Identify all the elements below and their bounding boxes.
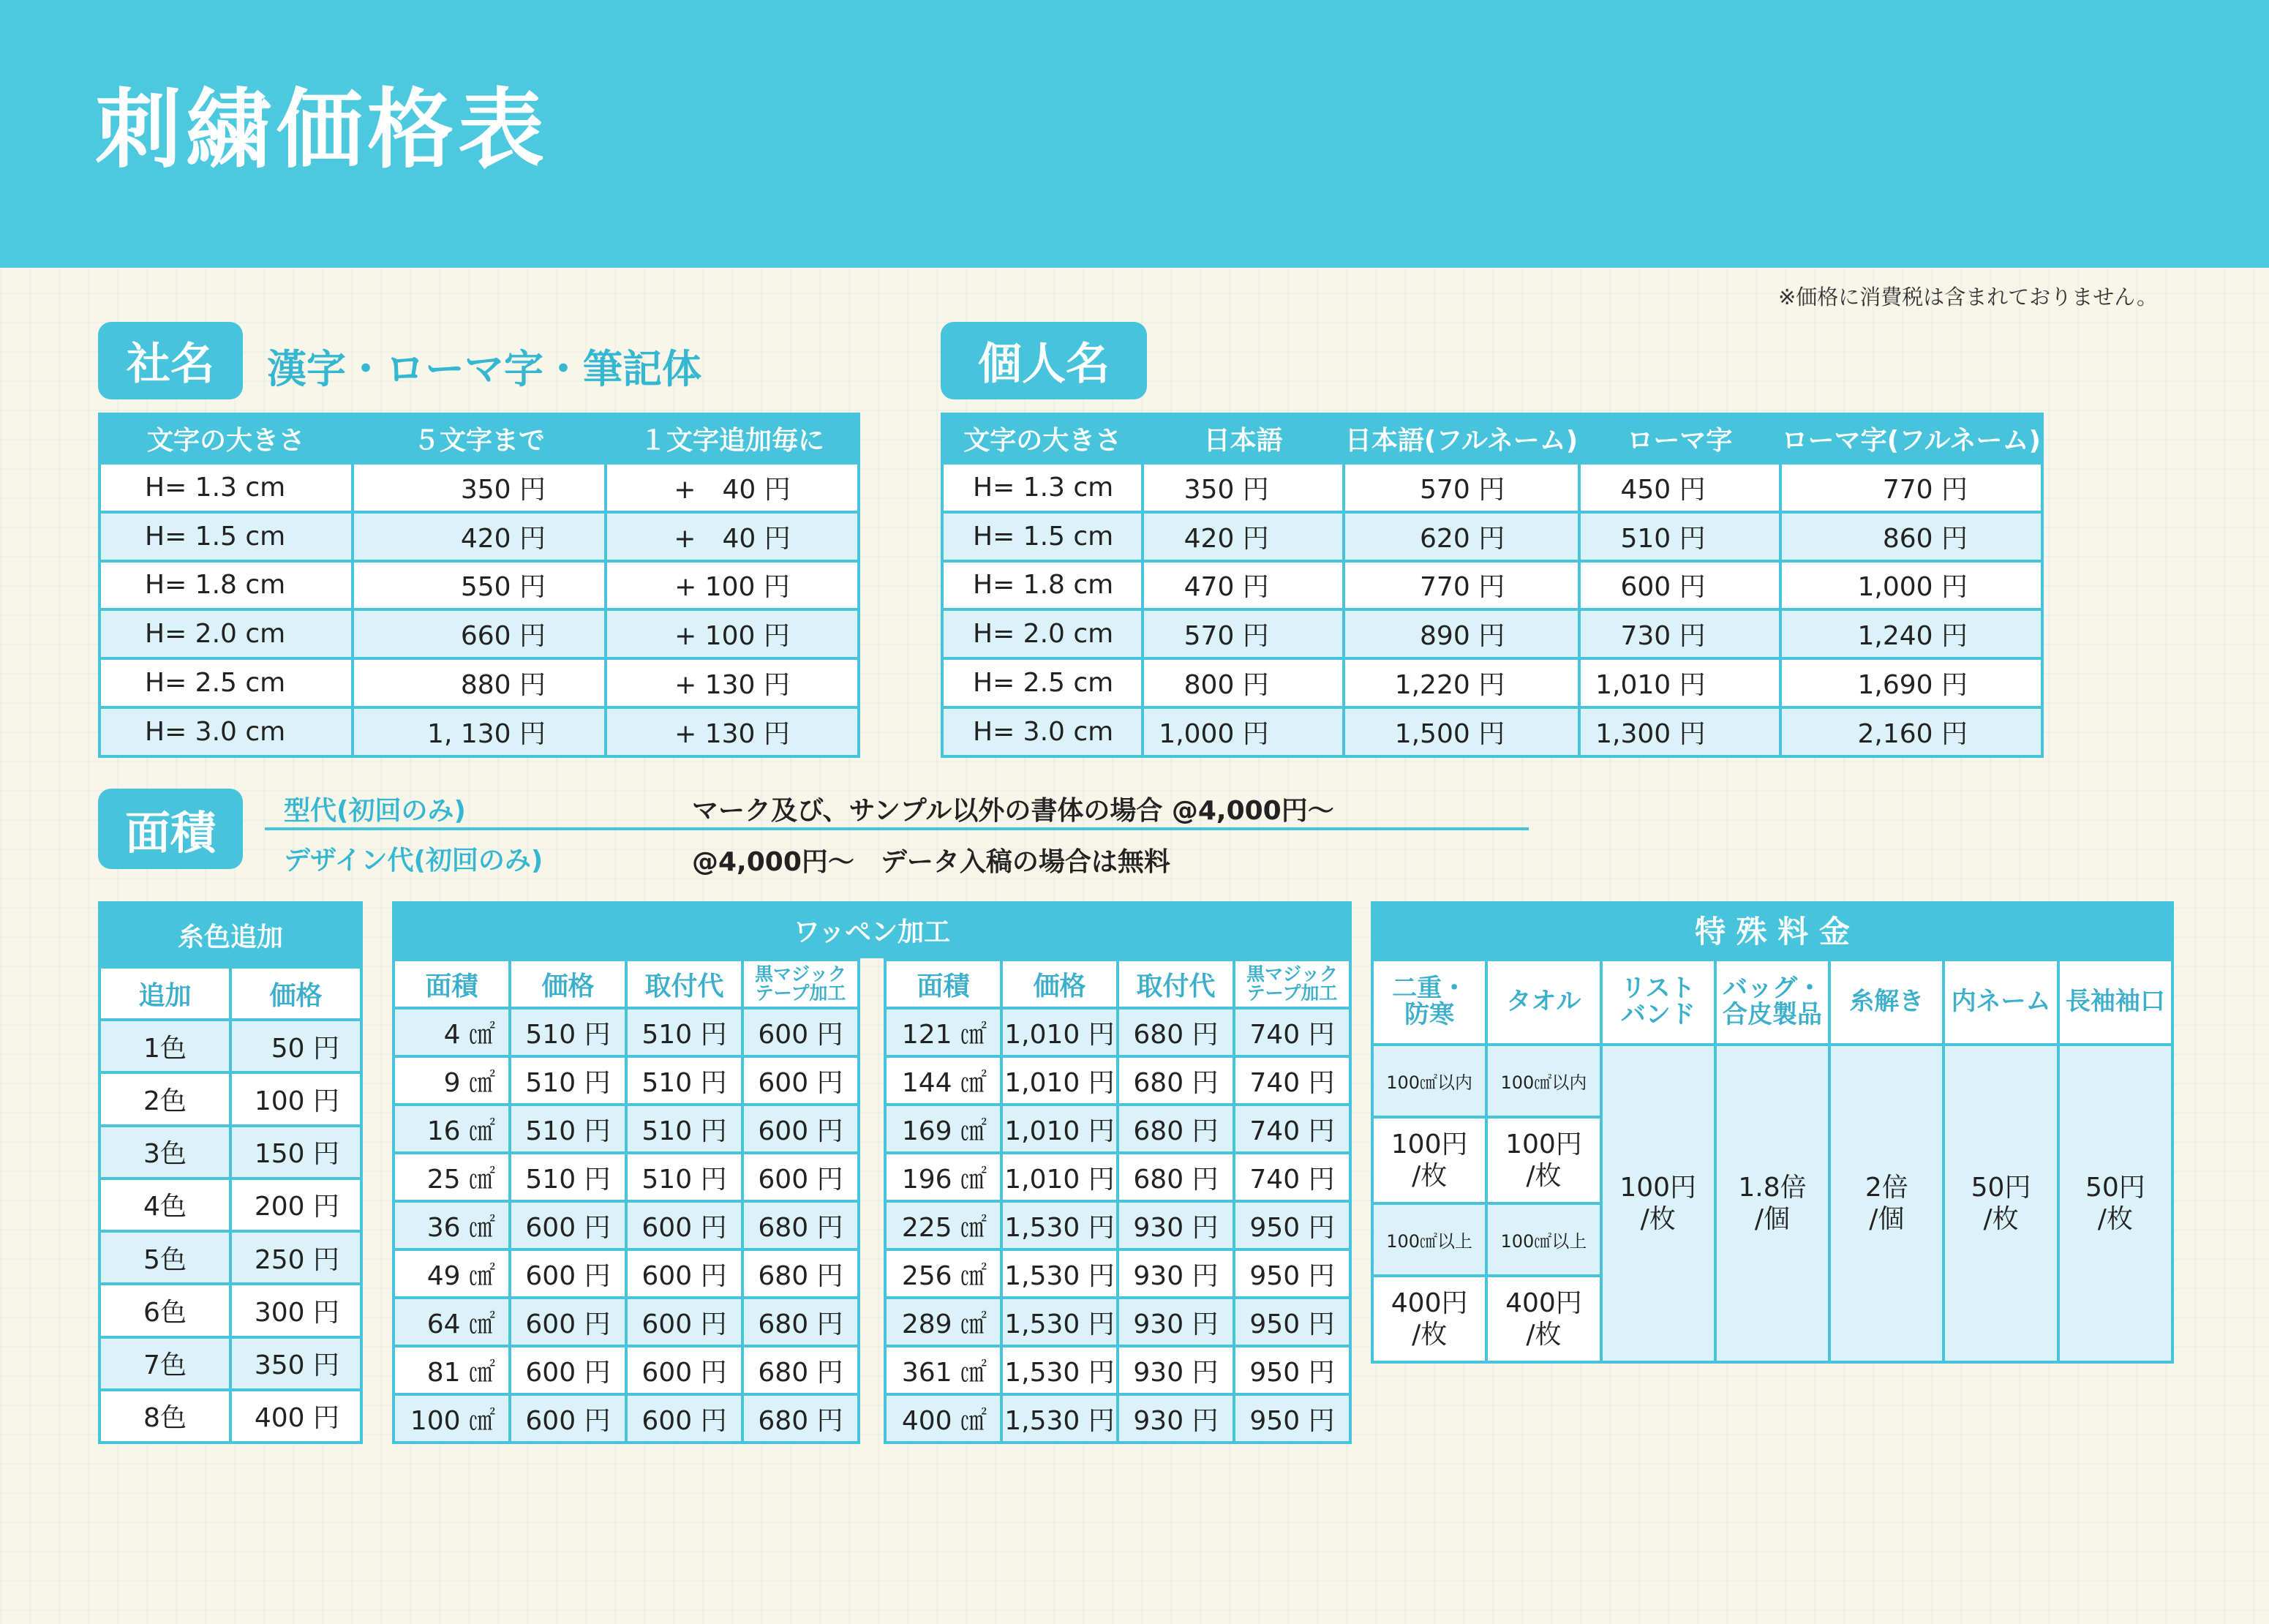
design-fee-text: @4,000円〜 データ入稿の場合は無料 <box>692 847 1170 877</box>
extra-price-cell: + 40 円 <box>607 465 857 511</box>
price-cell: 600 円 <box>744 1106 857 1151</box>
price-cell: 600 円 <box>744 1010 857 1055</box>
price-cell: 510 円 <box>628 1154 741 1200</box>
special-fee-title: 特 殊 料 金 <box>1371 901 2174 958</box>
price-cell: 510 円 <box>628 1010 741 1055</box>
price-cell: 1,530 円 <box>1003 1251 1116 1296</box>
price-cell: 1,300 円 <box>1581 709 1778 755</box>
color-count-cell: 2色 <box>101 1074 229 1124</box>
price-cell: 1,500 円 <box>1345 709 1578 755</box>
column-header: 追加 <box>101 969 229 1018</box>
price-cell: 300 円 <box>232 1285 360 1335</box>
price-cell: 1,000 円 <box>1782 563 2041 609</box>
price-cell: 1,240 円 <box>1782 611 2041 657</box>
area-cell: 36 ㎠ <box>395 1203 508 1248</box>
area-cell: 121 ㎠ <box>887 1010 1000 1055</box>
price-cell: 510 円 <box>511 1058 625 1103</box>
column-header: 長袖袖口 <box>2060 961 2171 1043</box>
price-cell: 770 円 <box>1782 465 2041 511</box>
column-header: 文字の大きさ <box>944 416 1141 462</box>
column-header: 面積 <box>395 961 508 1007</box>
company-name-subtitle: 漢字・ローマ字・筆記体 <box>267 346 701 392</box>
area-cell: 4 ㎠ <box>395 1010 508 1055</box>
price-cell: 550 円 <box>354 563 604 609</box>
special-price-cell: 100円 /枚 <box>1488 1119 1599 1202</box>
thread-color-table <box>98 966 363 1444</box>
area-cell: 25 ㎠ <box>395 1154 508 1200</box>
mold-fee-label: 型代(初回のみ) <box>284 796 466 826</box>
special-price-cell: 400円 /枚 <box>1488 1277 1599 1361</box>
price-cell: 1,010 円 <box>1581 660 1778 706</box>
special-price-cell: 50円 /枚 <box>1945 1046 2056 1361</box>
column-header: タオル <box>1488 961 1599 1043</box>
column-header: ローマ字(フルネーム) <box>1782 416 2041 462</box>
price-cell: 470 円 <box>1144 563 1342 609</box>
special-fee-table <box>1371 958 2174 1364</box>
price-cell: 680 円 <box>1119 1010 1233 1055</box>
column-header: 価格 <box>1003 961 1116 1007</box>
price-cell: 930 円 <box>1119 1299 1233 1345</box>
price-cell: 880 円 <box>354 660 604 706</box>
price-cell: 600 円 <box>628 1396 741 1441</box>
patch-table-right <box>884 958 1352 1444</box>
price-cell: 420 円 <box>1144 514 1342 560</box>
price-cell: 860 円 <box>1782 514 2041 560</box>
price-cell: 1,530 円 <box>1003 1299 1116 1345</box>
price-cell: 510 円 <box>628 1058 741 1103</box>
column-header: 日本語 <box>1144 416 1342 462</box>
color-count-cell: 6色 <box>101 1285 229 1335</box>
area-cell: 169 ㎠ <box>887 1106 1000 1151</box>
area-cell: 256 ㎠ <box>887 1251 1000 1296</box>
price-cell: 930 円 <box>1119 1251 1233 1296</box>
price-cell: 680 円 <box>744 1299 857 1345</box>
price-cell: 350 円 <box>1144 465 1342 511</box>
price-cell: 600 円 <box>744 1154 857 1200</box>
color-count-cell: 5色 <box>101 1233 229 1282</box>
patch-title: ワッペン加工 <box>392 901 1352 958</box>
column-header: ローマ字 <box>1581 416 1778 462</box>
column-header: 価格 <box>511 961 625 1007</box>
price-cell: 680 円 <box>744 1251 857 1296</box>
area-cell: 9 ㎠ <box>395 1058 508 1103</box>
mold-fee-text: マーク及び、サンプル以外の書体の場合 @4,000円〜 <box>692 796 1334 826</box>
price-cell: 600 円 <box>511 1251 625 1296</box>
area-cell: 49 ㎠ <box>395 1251 508 1296</box>
area-cell: 289 ㎠ <box>887 1299 1000 1345</box>
column-header: 内ネーム <box>1945 961 2056 1043</box>
size-cell: H= 3.0 cm <box>101 709 351 755</box>
area-badge: 面積 <box>98 789 243 869</box>
price-cell: 660 円 <box>354 611 604 657</box>
area-cell: 81 ㎠ <box>395 1347 508 1393</box>
price-cell: 510 円 <box>511 1010 625 1055</box>
price-cell: 930 円 <box>1119 1347 1233 1393</box>
price-cell: 1,530 円 <box>1003 1203 1116 1248</box>
extra-price-cell: + 100 円 <box>607 563 857 609</box>
column-header: 黒マジック テープ加工 <box>744 961 857 1007</box>
thread-color-title: 糸色追加 <box>98 901 363 969</box>
column-header: バッグ・ 合皮製品 <box>1717 961 1828 1043</box>
price-cell: 680 円 <box>1119 1106 1233 1151</box>
price-cell: 600 円 <box>511 1396 625 1441</box>
price-cell: 100 円 <box>232 1074 360 1124</box>
size-cell: H= 1.5 cm <box>944 514 1141 560</box>
size-condition-cell: 100㎠以上 <box>1488 1205 1599 1274</box>
price-cell: 600 円 <box>628 1299 741 1345</box>
column-header: 取付代 <box>1119 961 1233 1007</box>
price-cell: 740 円 <box>1235 1106 1349 1151</box>
size-condition-cell: 100㎠以上 <box>1374 1205 1485 1274</box>
price-cell: 620 円 <box>1345 514 1578 560</box>
price-cell: 600 円 <box>511 1299 625 1345</box>
color-count-cell: 7色 <box>101 1339 229 1388</box>
personal-name-price-table <box>941 413 2044 758</box>
column-header: 日本語(フルネーム) <box>1345 416 1578 462</box>
price-cell: 950 円 <box>1235 1251 1349 1296</box>
patch-table-left <box>392 958 860 1444</box>
size-cell: H= 1.8 cm <box>101 563 351 609</box>
price-cell: 450 円 <box>1581 465 1778 511</box>
price-cell: 1,530 円 <box>1003 1347 1116 1393</box>
column-header: ５文字まで <box>354 416 604 462</box>
column-header: 二重・ 防寒 <box>1374 961 1485 1043</box>
price-cell: 800 円 <box>1144 660 1342 706</box>
price-cell: 950 円 <box>1235 1396 1349 1441</box>
special-price-cell: 2倍 /個 <box>1831 1046 1942 1361</box>
price-cell: 600 円 <box>511 1347 625 1393</box>
column-header: 文字の大きさ <box>101 416 351 462</box>
area-cell: 144 ㎠ <box>887 1058 1000 1103</box>
area-cell: 196 ㎠ <box>887 1154 1000 1200</box>
price-cell: 350 円 <box>232 1339 360 1388</box>
size-condition-cell: 100㎠以内 <box>1374 1046 1485 1116</box>
price-cell: 740 円 <box>1235 1010 1349 1055</box>
price-cell: 1,010 円 <box>1003 1010 1116 1055</box>
page-title: 刺繍価格表 <box>95 79 549 180</box>
price-cell: 740 円 <box>1235 1058 1349 1103</box>
price-cell: 680 円 <box>744 1347 857 1393</box>
price-cell: 1,530 円 <box>1003 1396 1116 1441</box>
special-price-cell: 100円 /枚 <box>1374 1119 1485 1202</box>
price-cell: 890 円 <box>1345 611 1578 657</box>
size-cell: H= 2.0 cm <box>101 611 351 657</box>
price-cell: 1,220 円 <box>1345 660 1578 706</box>
price-cell: 600 円 <box>1581 563 1778 609</box>
size-cell: H= 1.8 cm <box>944 563 1141 609</box>
size-cell: H= 1.3 cm <box>101 465 351 511</box>
price-cell: 50 円 <box>232 1021 360 1071</box>
price-cell: 150 円 <box>232 1127 360 1177</box>
price-cell: 950 円 <box>1235 1347 1349 1393</box>
color-count-cell: 1色 <box>101 1021 229 1071</box>
price-cell: 740 円 <box>1235 1154 1349 1200</box>
area-cell: 361 ㎠ <box>887 1347 1000 1393</box>
price-cell: 510 円 <box>1581 514 1778 560</box>
size-cell: H= 3.0 cm <box>944 709 1141 755</box>
price-cell: 770 円 <box>1345 563 1578 609</box>
extra-price-cell: + 40 円 <box>607 514 857 560</box>
price-cell: 570 円 <box>1144 611 1342 657</box>
tax-note: ※価格に消費税は含まれておりません。 <box>1777 285 2158 309</box>
column-header: 黒マジック テープ加工 <box>1235 961 1349 1007</box>
price-cell: 600 円 <box>744 1058 857 1103</box>
price-cell: 730 円 <box>1581 611 1778 657</box>
area-cell: 64 ㎠ <box>395 1299 508 1345</box>
price-cell: 510 円 <box>511 1106 625 1151</box>
price-cell: 1,010 円 <box>1003 1154 1116 1200</box>
size-cell: H= 2.5 cm <box>101 660 351 706</box>
special-price-cell: 50円 /枚 <box>2060 1046 2171 1361</box>
column-header: 糸解き <box>1831 961 1942 1043</box>
size-cell: H= 2.0 cm <box>944 611 1141 657</box>
price-cell: 200 円 <box>232 1180 360 1230</box>
company-name-badge: 社名 <box>98 322 243 399</box>
price-cell: 600 円 <box>628 1251 741 1296</box>
personal-name-badge: 個人名 <box>941 322 1147 399</box>
price-cell: 400 円 <box>232 1391 360 1441</box>
extra-price-cell: + 100 円 <box>607 611 857 657</box>
column-header: リスト バンド <box>1603 961 1714 1043</box>
design-fee-label: デザイン代(初回のみ) <box>284 846 543 876</box>
price-cell: 1,690 円 <box>1782 660 2041 706</box>
price-cell: 930 円 <box>1119 1203 1233 1248</box>
color-count-cell: 3色 <box>101 1127 229 1177</box>
price-cell: 1, 130 円 <box>354 709 604 755</box>
price-cell: 950 円 <box>1235 1299 1349 1345</box>
price-cell: 1,010 円 <box>1003 1106 1116 1151</box>
price-cell: 680 円 <box>1119 1058 1233 1103</box>
price-cell: 1,010 円 <box>1003 1058 1116 1103</box>
extra-price-cell: + 130 円 <box>607 660 857 706</box>
special-price-cell: 400円 /枚 <box>1374 1277 1485 1361</box>
price-cell: 680 円 <box>1119 1154 1233 1200</box>
color-count-cell: 8色 <box>101 1391 229 1441</box>
size-cell: H= 2.5 cm <box>944 660 1141 706</box>
price-cell: 600 円 <box>511 1203 625 1248</box>
size-cell: H= 1.3 cm <box>944 465 1141 511</box>
price-cell: 680 円 <box>744 1396 857 1441</box>
column-header: 取付代 <box>628 961 741 1007</box>
price-cell: 570 円 <box>1345 465 1578 511</box>
price-cell: 1,000 円 <box>1144 709 1342 755</box>
price-cell: 250 円 <box>232 1233 360 1282</box>
company-name-price-table <box>98 413 860 758</box>
column-header: 面積 <box>887 961 1000 1007</box>
price-cell: 510 円 <box>511 1154 625 1200</box>
color-count-cell: 4色 <box>101 1180 229 1230</box>
area-cell: 225 ㎠ <box>887 1203 1000 1248</box>
price-cell: 350 円 <box>354 465 604 511</box>
column-header: １文字追加毎に <box>607 416 857 462</box>
column-header: 価格 <box>232 969 360 1018</box>
size-condition-cell: 100㎠以内 <box>1488 1046 1599 1116</box>
price-cell: 600 円 <box>628 1203 741 1248</box>
area-cell: 400 ㎠ <box>887 1396 1000 1441</box>
size-cell: H= 1.5 cm <box>101 514 351 560</box>
area-cell: 16 ㎠ <box>395 1106 508 1151</box>
extra-price-cell: + 130 円 <box>607 709 857 755</box>
area-cell: 100 ㎠ <box>395 1396 508 1441</box>
divider-line <box>265 827 1529 830</box>
price-cell: 510 円 <box>628 1106 741 1151</box>
special-price-cell: 1.8倍 /個 <box>1717 1046 1828 1361</box>
special-price-cell: 100円 /枚 <box>1603 1046 1714 1361</box>
price-cell: 950 円 <box>1235 1203 1349 1248</box>
price-cell: 680 円 <box>744 1203 857 1248</box>
price-cell: 2,160 円 <box>1782 709 2041 755</box>
price-cell: 930 円 <box>1119 1396 1233 1441</box>
price-cell: 600 円 <box>628 1347 741 1393</box>
price-cell: 420 円 <box>354 514 604 560</box>
